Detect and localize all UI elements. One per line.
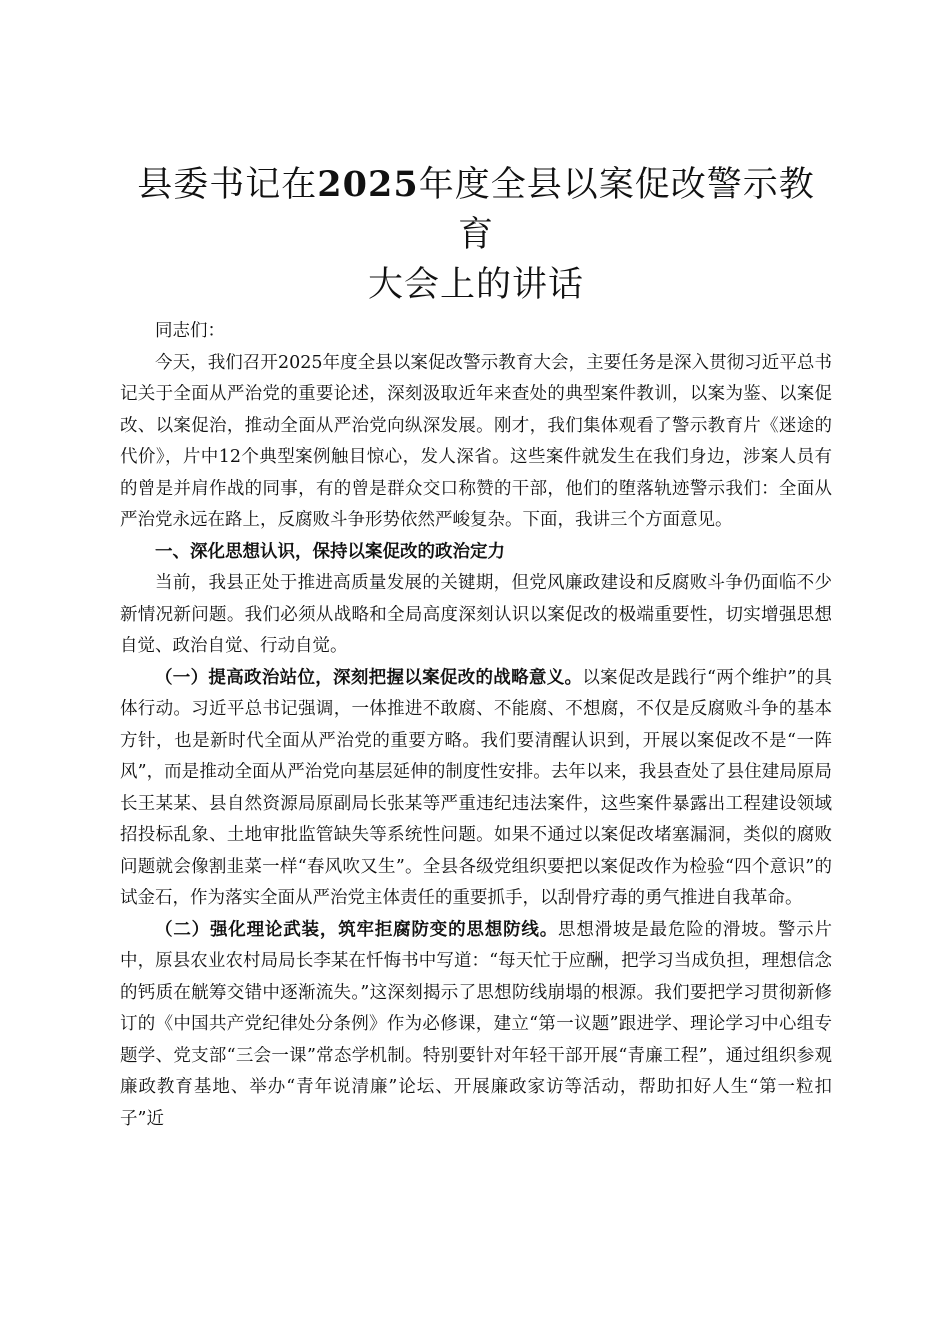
subsection-2-paragraph (120, 915, 832, 1136)
subsection-2-text: 思想滑坡是最危险的滑坡。警示片中，原县农业农村局局长李某在忏悔书中写道：“每天忙于应酬，把学习当成负担，理想信念的钙质在觥筹交错中逐渐流失。”这深刻揭示了思想防线崩塌的根源。我们要把学习贯彻新修订的《中国共产党纪律处分条例》作为必修课，建立“第一议题”跟进学、理论学习中心组专题学、党支部“三会一课”常态学机制。特别要针对年轻干部开展“青廉工程”，通过组织参观廉政教育基地、举办“青年说清廉”论坛、开展廉政家访等活动，帮助扣好人生“第一粒扣子”近 (120, 919, 833, 1129)
title-year: 2025 (317, 164, 419, 205)
title-line-2: 大会上的讲话 (367, 265, 584, 305)
section-1-body: 当前，我县正处于推进高质量发展的关键期，但党风廉政建设和反腐败斗争仍面临不少新情况新问题。我们必须从战略和全局高度深刻认识以案促改的极端重要性，切实增强思想自觉、政治自觉、行动自觉。 (120, 573, 832, 656)
subsection-1-text: 以案促改是践行“两个维护”的具体行动。习近平总书记强调，一体推进不敢腐、不能腐、不想腐，不仅是反腐败斗争的基本方针，也是新时代全面从严治党的重要方略。我们要清醒认识到，开展以案促改不是“一阵风”，而是推动全面从严治党向基层延伸的制度性安排。去年以来，我县查处了县住建局原局长王某某、县自然资源局原副局长张某等严重违纪违法案件，这些案件暴露出工程建设领域招投标乱象、土地审批监管缺失等系统性问题。如果不通过以案促改堵塞漏洞，类似的腐败问题就会像割韭菜一样“春风吹又生”。全县各级党组织要把以案促改作为检验“四个意识”的试金石，作为落实全面从严治党主体责任的重要抓手，以刮骨疗毒的勇气推进自我革命。 (120, 667, 832, 908)
subsection-1-paragraph (120, 663, 832, 915)
subsection-1-lead: （一）提高政治站位，深刻把握以案促改的战略意义。 (155, 667, 583, 688)
section-1-heading: 一、深化思想认识，保持以案促改的政治定力 (155, 541, 505, 562)
title-suffix: 年度全县以案促改警示教育 (418, 165, 815, 255)
document-page (120, 160, 832, 1135)
subsection-2-lead: （二）强化理论武装，筑牢拒腐防变的思想防线。 (155, 919, 559, 940)
title-prefix: 县委书记在 (137, 165, 318, 205)
intro-paragraph: 今天，我们召开2025年度全县以案促改警示教育大会，主要任务是深入贯彻习近平总书记关于全面从严治党的重要论述，深刻汲取近年来查处的典型案件教训，以案为鉴、以案促改、以案促治，推动全面从严治党向纵深发展。刚才，我们集体观看了警示教育片《迷途的代价》，片中12个典型案例触目惊心，发人深省。这些案件就发生在我们身边，涉案人员有的曾是并肩作战的同事，有的曾是群众交口称赞的干部，他们的堕落轨迹警示我们：全面从严治党永远在路上，反腐败斗争形势依然严峻复杂。下面，我讲三个方面意见。 (120, 352, 832, 530)
salutation: 同志们： (155, 321, 225, 341)
document-title (120, 160, 832, 310)
